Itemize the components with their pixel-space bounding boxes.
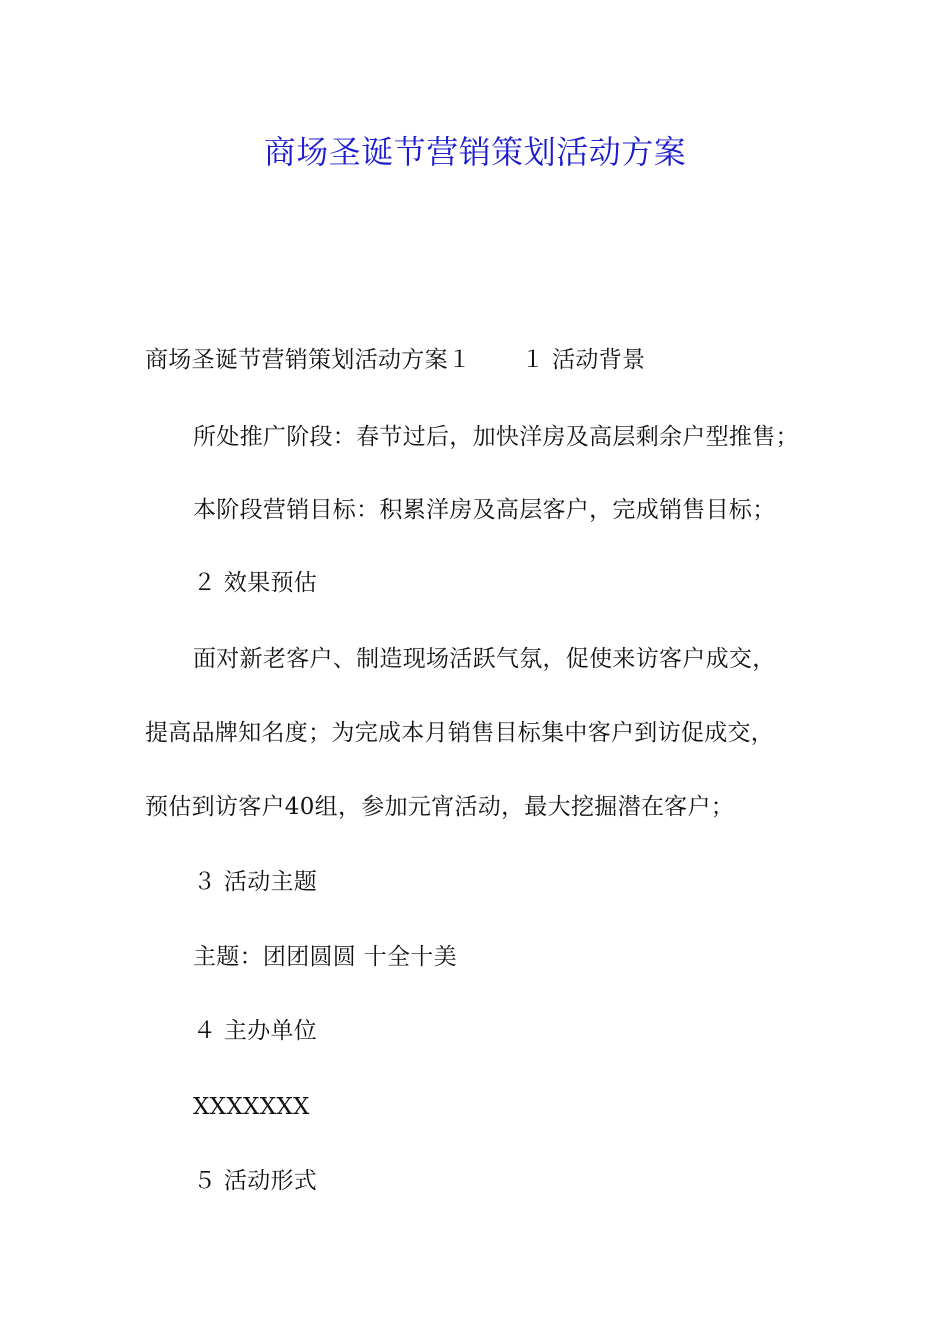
paragraph-line: 提高品牌知名度；为完成本月销售目标集中客户到访促成交， [145,720,775,746]
section-2-heading: ２ 效果预估 [193,570,318,596]
paragraph-intro-line [145,342,645,378]
paragraph-line: 本阶段营销目标：积累洋房及高层客户，完成销售目标； [193,497,776,523]
section-5-heading: ５ 活动形式 [193,1168,318,1194]
paragraph-line: 所处推广阶段：春节过后，加快洋房及高层剩余户型推售； [193,424,799,450]
paragraph-line: 预估到访客户40组，参加元宵活动，最大挖掘潜在客户； [145,794,735,820]
paragraph-line: 主题：团团圆圆 十全十美 [193,944,457,970]
section-4-heading: ４ 主办单位 [193,1018,318,1044]
section-3-heading: ３ 活动主题 [193,869,318,895]
paragraph-line: XXXXXXX [193,1094,310,1120]
paragraph-line: 面对新老客户、制造现场活跃气氛，促使来访客户成交， [193,646,776,672]
intro-heading: 商场圣诞节营销策划活动方案１ [145,347,472,373]
section-1-heading: １ 活动背景 [521,347,646,373]
document-title: 商场圣诞节营销策划活动方案 [263,133,687,171]
